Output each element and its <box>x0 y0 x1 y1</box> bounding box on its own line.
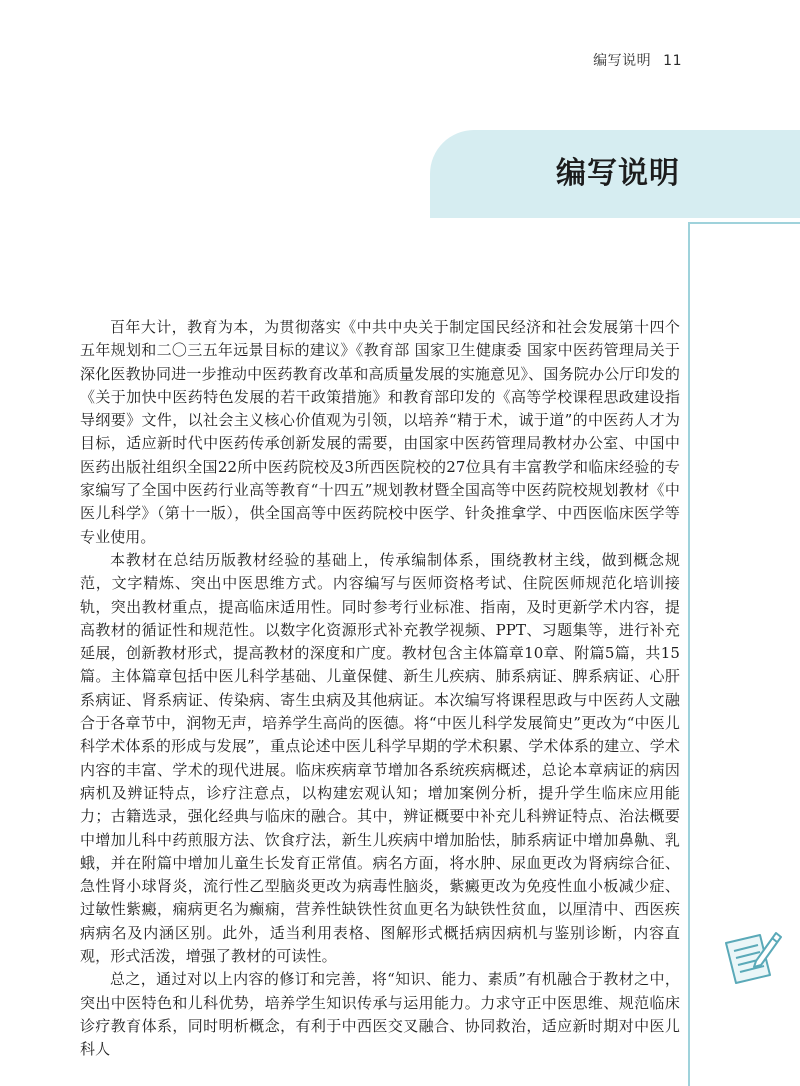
vertical-divider-rule <box>688 222 690 1086</box>
notebook-pencil-icon <box>720 925 784 989</box>
header-section-title: 编写说明 <box>593 53 652 69</box>
page-number: 11 <box>663 53 682 69</box>
page-title: 编写说明 <box>556 156 680 191</box>
top-divider-rule <box>690 222 800 224</box>
paragraph-2: 本教材在总结历版教材经验的基础上，传承编制体系，围绕教材主线，做到概念规范，文字精炼、突出中医思维方式。内容编写与医师资格考试、住院医师规范化培训接轨，突出教材重点，提高临床适用性。同时参考行业标准、指南，及时更新学术内容，提高教材的循证性和规范性。以数字化资源形式补充教学视频、PPT、习题集等，进行补充延展，创新教材形式，提高教材的深度和广度。教材包含主体篇章10章、附篇5篇，共15篇。主体篇章包括中医儿科学基础、儿童保健、新生儿疾病、肺系病证、脾系病证、心肝系病证、肾系病证、传染病、寄生虫病及其他病证。本次编写将课程思政与中医药人文融合于各章节中，润物无声，培养学生高尚的医德。将“中医儿科学发展简史”更改为“中医儿科学术体系的形成与发展”，重点论述中医儿科学早期的学术积累、学术体系的建立、学术内容的丰富、学术的现代进展。临床疾病章节增加各系统疾病概述，总论本章病证的病因病机及辨证特点，诊疗注意点，以构建宏观认知；增加案例分析，提升学生临床应用能力；古籍选录，强化经典与临床的融合。其中，辨证概要中补充儿科辨证特点、治法概要中增加儿科中药煎服方法、饮食疗法，新生儿疾病中增加胎怯，肺系病证中增加鼻鼽、乳蛾，并在附篇中增加儿童生长发育正常值。病名方面，将水肿、尿血更改为肾病综合征、急性肾小球肾炎，流行性乙型脑炎更改为病毒性脑炎，紫癜更改为免疫性血小板减少症、过敏性紫癜，痫病更名为癫痫，营养性缺铁性贫血更名为缺铁性贫血，以厘清中、西医疾病病名及内涵区别。此外，适当利用表格、图解形式概括病因病机与鉴别诊断，内容直观，形式活泼，增强了教材的可读性。 <box>80 550 680 966</box>
paragraph-3: 总之，通过对以上内容的修订和完善，将“知识、能力、素质”有机融合于教材之中，突出中医特色和儿科优势，培养学生知识传承与运用能力。力求守正中医思维、规范临床诊疗教育体系，同时明析概念，有利于中西医交叉融合、协同救治，适应新时期对中医儿科人 <box>80 970 680 1059</box>
paragraph-1: 百年大计，教育为本，为贯彻落实《中共中央关于制定国民经济和社会发展第十四个五年规划和二〇三五年远景目标的建议》《教育部 国家卫生健康委 国家中医药管理局关于深化医教协同进一步推动中医药教育改革和高质量发展的实施意见》、国务院办公厅印发的《关于加快中医药特色发展的若干政策措施》和教育部印发的《高等学校课程思政建设指导纲要》文件，以社会主义核心价值观为引领，以培养“精于术，诚于道”的中医药人才为目标，适应新时代中医药传承创新发展的需要，由国家中医药管理局教材办公室、中国中医药出版社组织全国22所中医药院校及3所西医院校的27位具有丰富教学和临床经验的专家编写了全国中医药行业高等教育“十四五”规划教材暨全国高等中医药院校规划教材《中医儿科学》（第十一版），供全国高等中医药院校中医学、针灸推拿学、中西医临床医学等专业使用。 <box>80 318 680 546</box>
body-text <box>80 316 680 1062</box>
running-header <box>0 50 682 70</box>
